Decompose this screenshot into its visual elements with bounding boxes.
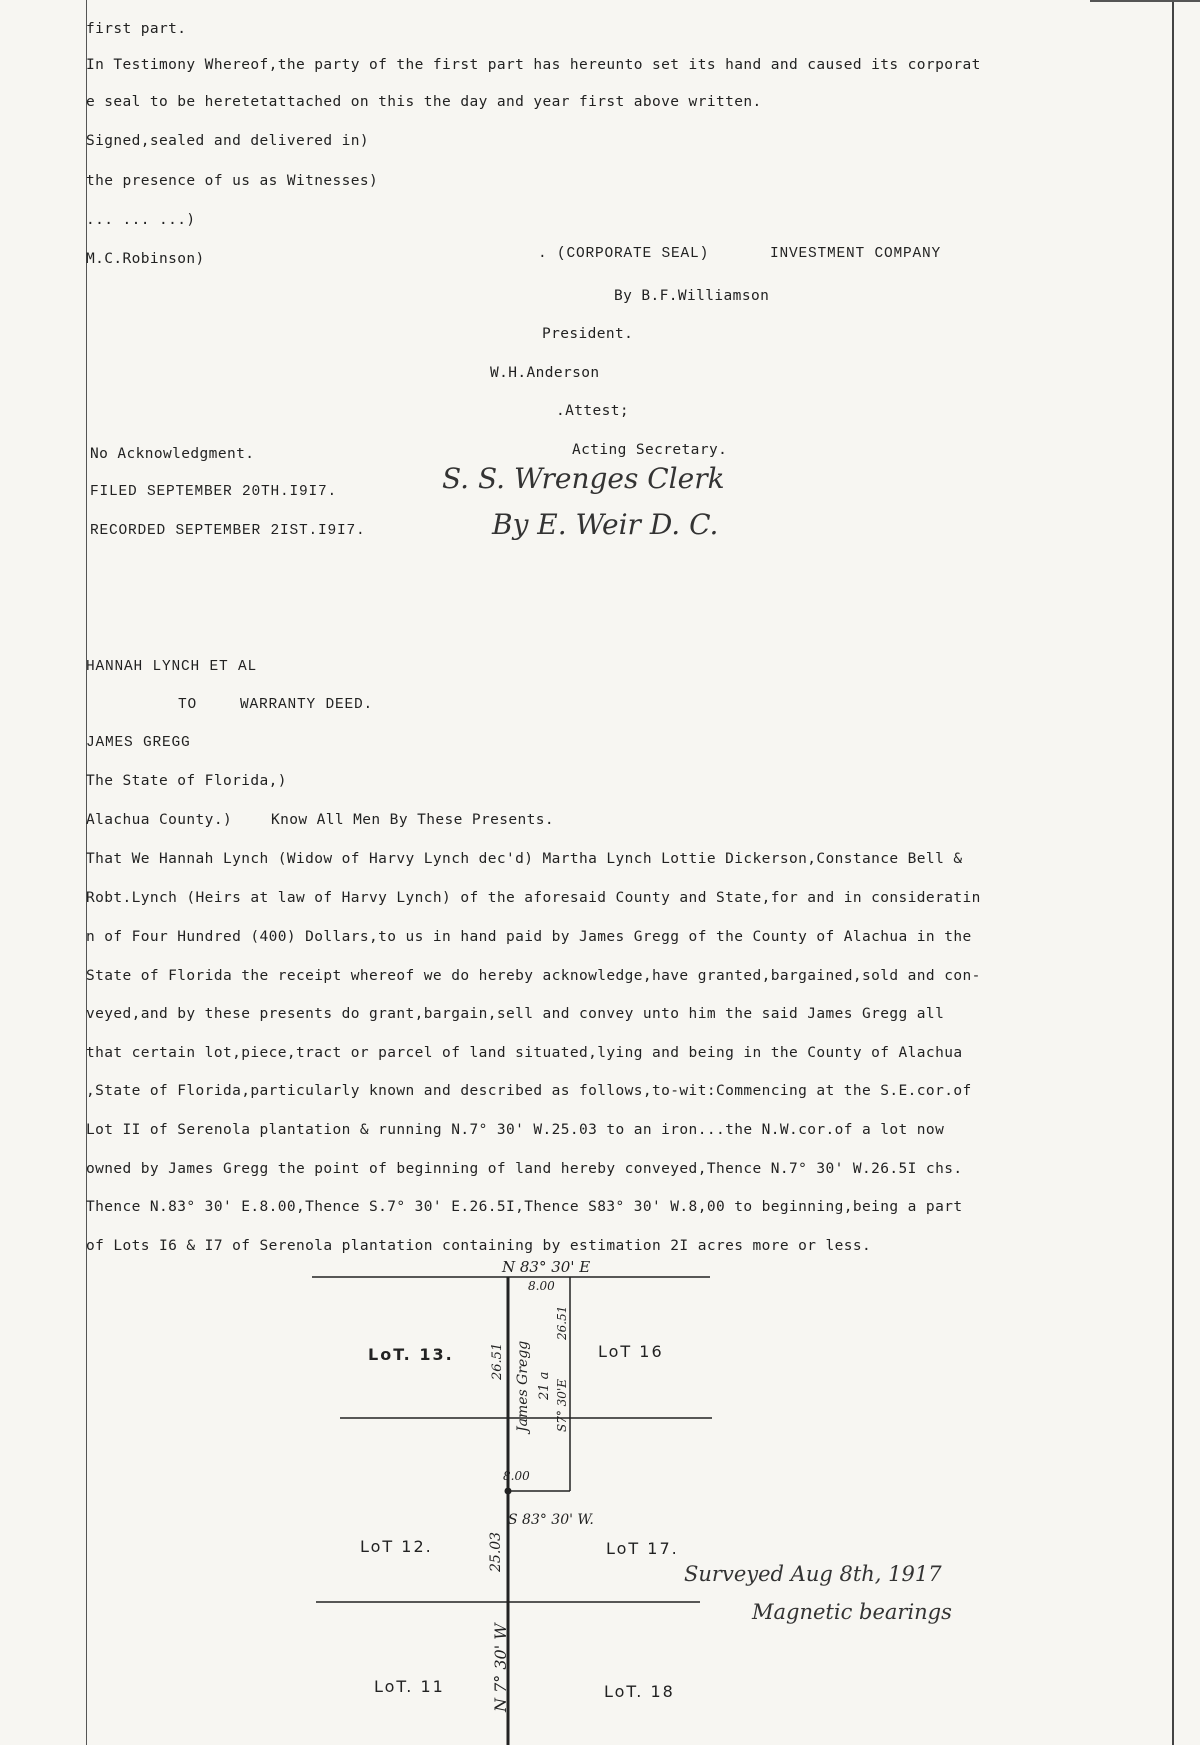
text-line: Signed,sealed and delivered in)	[86, 133, 370, 149]
deed-to-header: TO	[178, 697, 198, 713]
text-line: the presence of us as Witnesses)	[86, 173, 379, 189]
text-line: e seal to be heretetattached on this the day and year first above written.	[86, 94, 762, 110]
bearings-note: Magnetic bearings	[752, 1600, 952, 1624]
plat-top-bearing: N 83° 30' E	[502, 1258, 591, 1276]
lot-16-label: LoT 16	[598, 1342, 664, 1361]
signatory-by: By B.F.Williamson	[614, 288, 770, 304]
attesting-officer: W.H.Anderson	[490, 365, 600, 381]
deed-body-line: Robt.Lynch (Heirs at law of Harvy Lynch) of the aforesaid County and State,for and in consideratin	[86, 890, 981, 906]
plat-east-distance: 26.51	[555, 1305, 569, 1340]
plat-east-bearing: S7° 30'E	[555, 1379, 569, 1432]
deed-body-line: of Lots I6 & I7 of Serenola plantation containing by estimation 2I acres more or less.	[86, 1238, 872, 1254]
deed-grantor-header: HANNAH LYNCH ET AL	[86, 659, 258, 675]
survey-note: Surveyed Aug 8th, 1917	[684, 1562, 942, 1586]
company-name: INVESTMENT COMPANY	[770, 246, 942, 262]
lot-11-label: LoT. 11	[374, 1677, 445, 1696]
county-caption: Alachua County.)	[86, 812, 233, 828]
plat-lower-bearing: N 7° 30' W	[491, 1623, 510, 1712]
lot-17-label: LoT 17.	[606, 1539, 679, 1558]
lot-18-label: LoT. 18	[604, 1682, 675, 1701]
recorded-date: RECORDED SEPTEMBER 2IST.I9I7.	[90, 523, 366, 539]
plat-top-distance: 8.00	[528, 1279, 555, 1293]
corporate-seal-label: . (CORPORATE SEAL)	[538, 246, 710, 262]
iron-marker	[505, 1488, 511, 1494]
plat-bottom-distance: 8.00	[503, 1469, 530, 1483]
deed-body-line: Lot II of Serenola plantation & running N.7° 30' W.25.03 to an iron...the N.W.cor.of a lot now	[86, 1122, 945, 1138]
know-all-men: Know All Men By These Presents.	[271, 812, 555, 828]
deed-type-header: WARRANTY DEED.	[240, 697, 374, 713]
deed-body-line: owned by James Gregg the point of beginning of land hereby conveyed,Thence N.7° 30' W.26.5I chs.	[86, 1161, 963, 1177]
attest-label: .Attest;	[556, 403, 630, 419]
text-line: In Testimony Whereof,the party of the first part has hereunto set its hand and caused its corporat	[86, 57, 981, 73]
plat-west-distance: 26.51	[490, 1342, 505, 1380]
secretary-title: Acting Secretary.	[572, 442, 728, 458]
deed-grantee-header: JAMES GREGG	[86, 735, 191, 751]
lot-13-label: LoT. 13.	[368, 1345, 454, 1364]
deed-body-line: veyed,and by these presents do grant,bargain,sell and convey unto him the said James Gregg all	[86, 1006, 945, 1022]
witness-name: M.C.Robinson)	[86, 251, 205, 267]
plat-owner-name: James Gregg	[515, 1340, 531, 1432]
deed-body-line: That We Hannah Lynch (Widow of Harvy Lynch dec'd) Martha Lynch Lottie Dickerson,Constance Bell &	[86, 851, 963, 867]
lot-12-label: LoT 12.	[360, 1537, 433, 1556]
deed-body-line: that certain lot,piece,tract or parcel of land situated,lying and being in the County of Alachua	[86, 1045, 963, 1061]
filed-date: FILED SEPTEMBER 20TH.I9I7.	[90, 484, 338, 500]
text-line: first part.	[86, 21, 187, 37]
deputy-clerk-signature: By E. Weir D. C.	[492, 508, 719, 541]
deed-body-line: State of Florida the receipt whereof we do hereby acknowledge,have granted,bargained,sold and con-	[86, 968, 981, 984]
text-line: ... ... ...)	[86, 212, 196, 228]
plat-acreage: 21 a	[537, 1371, 552, 1400]
state-caption: The State of Florida,)	[86, 773, 287, 789]
acknowledgment-note: No Acknowledgment.	[90, 446, 255, 462]
signatory-title: President.	[542, 326, 634, 342]
deed-body-line: ,State of Florida,particularly known and described as follows,to-wit:Commencing at the S.E.cor.of	[86, 1083, 972, 1099]
deed-body-line: Thence N.83° 30' E.8.00,Thence S.7° 30' E.26.5I,Thence S83° 30' W.8,00 to beginning,being a part	[86, 1199, 963, 1215]
plat-bottom-bearing: S 83° 30' W.	[508, 1512, 594, 1528]
plat-lower-distance: 25.03	[488, 1531, 504, 1572]
deed-body-line: n of Four Hundred (400) Dollars,to us in hand paid by James Gregg of the County of Alachua in the	[86, 929, 972, 945]
clerk-signature: S. S. Wrenges Clerk	[442, 462, 725, 495]
